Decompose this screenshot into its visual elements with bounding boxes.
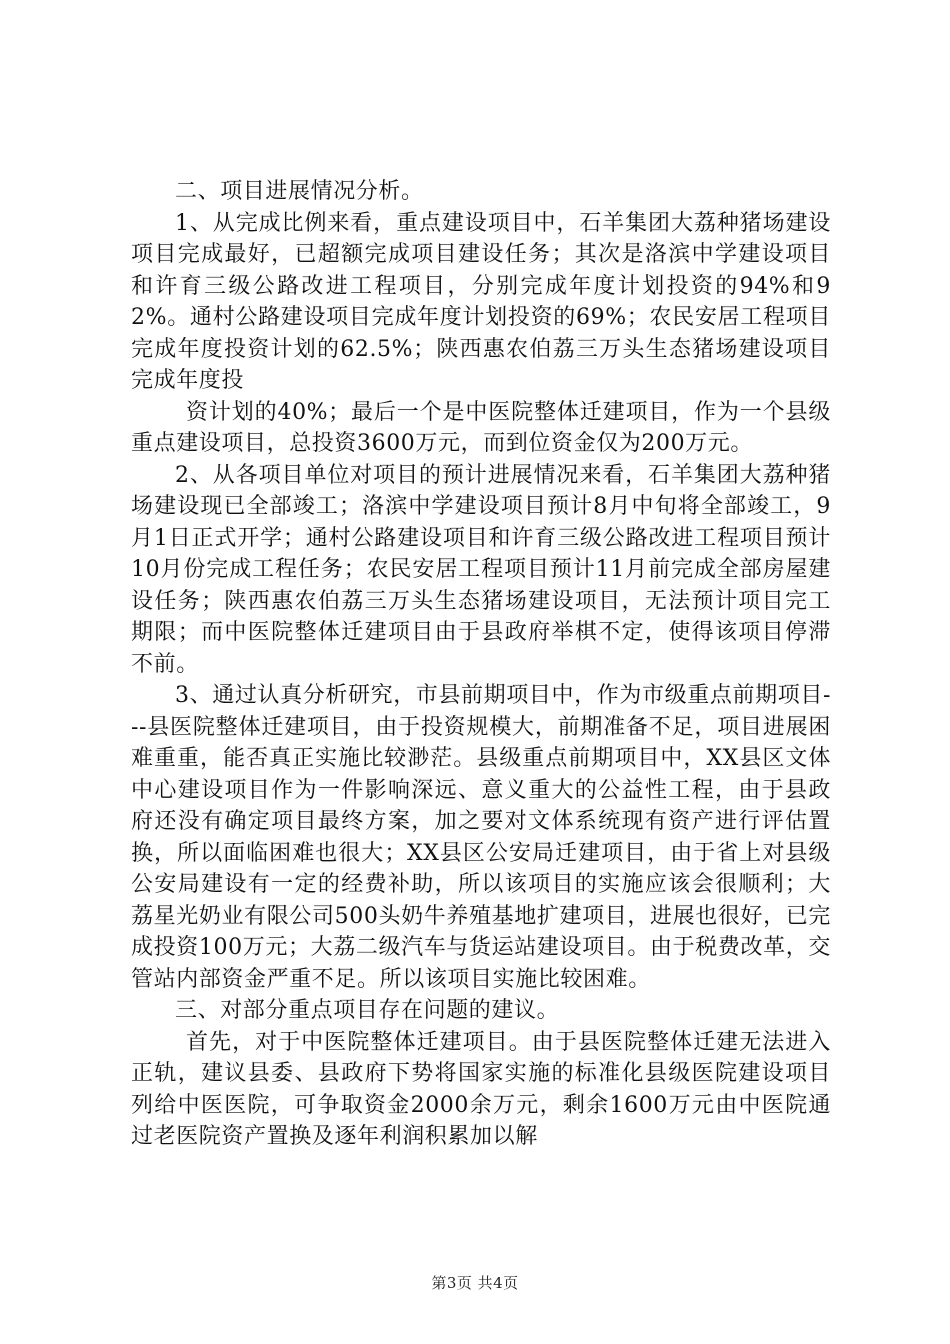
section-heading-progress: 二、项目进展情况分析。 xyxy=(175,179,424,204)
paragraph-first-suggestion: 首先，对于中医院整体迁建项目。由于县医院整体迁建无法进入正轨，建议县委、县政府下势将国家实施的标准化县级医院建设项目列给中医医院，可争取资金2000余万元，剩余1600万元由中医院通过老医院资产置换及逐年利润积累加以解 xyxy=(131,1029,831,1149)
section-heading-suggestions: 三、对部分重点项目存在问题的建议。 xyxy=(175,998,560,1023)
paragraph-completion-continued: 资计划的40%；最后一个是中医院整体迁建项目，作为一个县级重点建设项目，总投资3600万元，而到位资金仅为200万元。 xyxy=(131,399,831,456)
paragraph-completion-ratio: 1、从完成比例来看，重点建设项目中，石羊集团大荔种猪场建设项目完成最好，已超额完成项目建设任务；其次是洛滨中学建设项目和许育三级公路改进工程项目，分别完成年度计划投资的94%和92%。通村公路建设项目完成年度计划投资的69%；农民安居工程项目完成年度投资计划的62.5%；陕西惠农伯荔三万头生态猪场建设项目完成年度投 xyxy=(131,210,831,393)
paragraph-preliminary-projects: 3、通过认真分析研究，市县前期项目中，作为市级重点前期项目---县医院整体迁建项目，由于投资规模大，前期准备不足，项目进展困难重重，能否真正实施比较渺茫。县级重点前期项目中，XX县区文体中心建设项目作为一件影响深远、意义重大的公益性工程，由于县政府还没有确定项目最终方案，加之要对文体系统现有资产进行评估置换，所以面临困难也很大；XX县区公安局迁建项目，由于省上对县级公安局建设有一定的经费补助，所以该项目的实施应该会很顺利；大荔星光奶业有限公司500头奶牛养殖基地扩建项目，进展也很好，已完成投资100万元；大荔二级汽车与货运站建设项目。由于税费改革，交管站内部资金严重不足。所以该项目实施比较困难。 xyxy=(131,683,831,992)
document-body xyxy=(131,176,831,1153)
page-number-footer: 第3页 共4页 xyxy=(431,1274,519,1292)
paragraph-expected-progress: 2、从各项目单位对项目的预计进展情况来看，石羊集团大荔种猪场建设现已全部竣工；洛滨中学建设项目预计8月中旬将全部竣工，9月1日正式开学；通村公路建设项目和许育三级公路改进工程项目预计10月份完成工程任务；农民安居工程项目预计11月前完成全部房屋建设任务；陕西惠农伯荔三万头生态猪场建设项目，无法预计项目完工期限；而中医院整体迁建项目由于县政府举棋不定，使得该项目停滞不前。 xyxy=(131,462,831,677)
